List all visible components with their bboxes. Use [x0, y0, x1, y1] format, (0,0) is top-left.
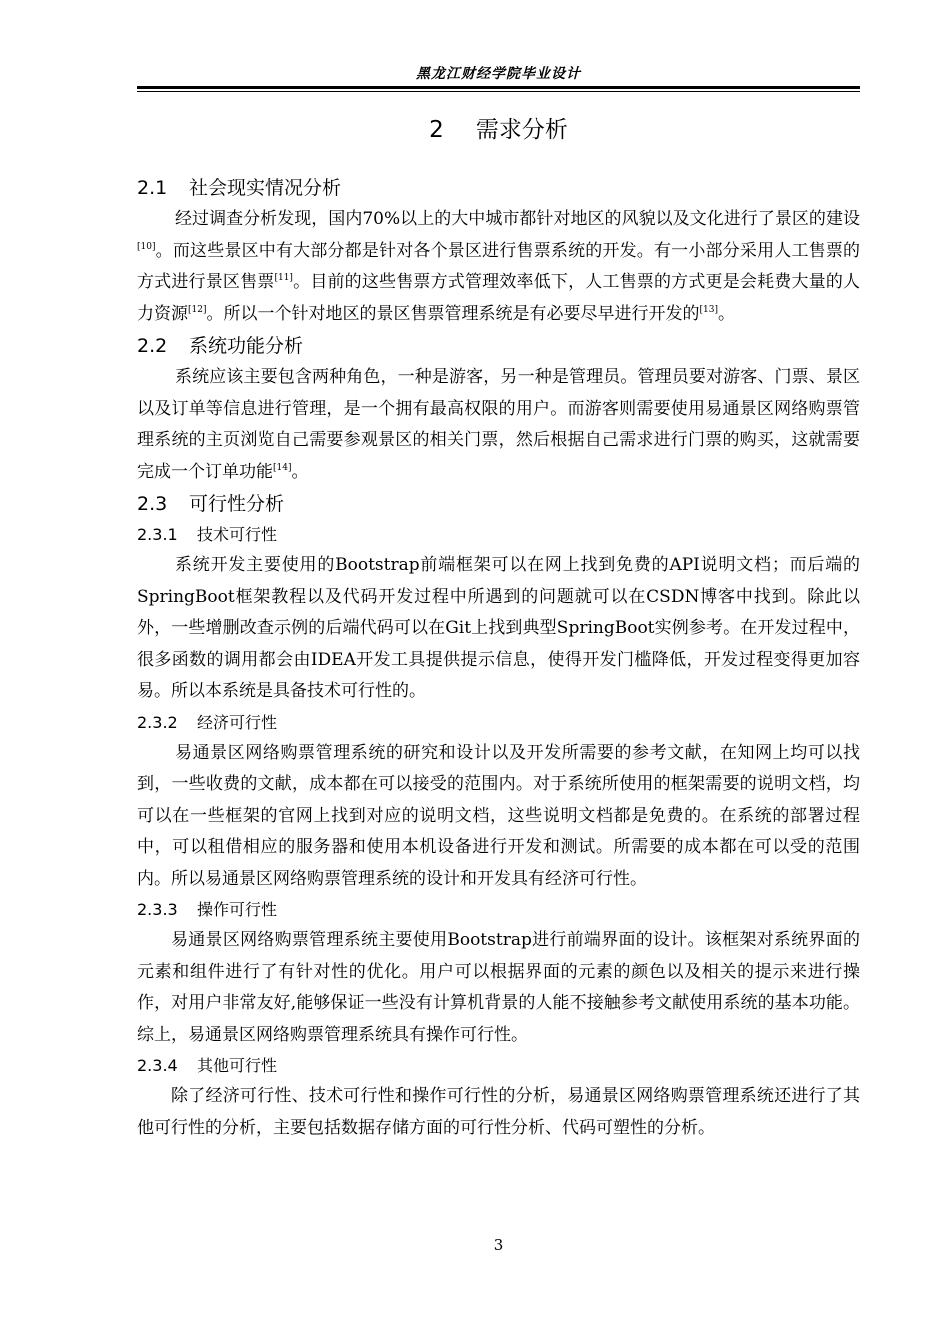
- subsection-heading-2-3-4: [137, 1051, 860, 1081]
- page-number: 3: [493, 1236, 504, 1254]
- subsection-heading-2-3-3: [137, 895, 860, 925]
- subsection-number: 2.3.1: [137, 525, 178, 544]
- chapter-number: 2: [429, 117, 444, 143]
- paragraph-2-3-4: 除了经济可行性、技术可行性和操作可行性的分析，易通景区网络购票管理系统还进行了其他可行性的分析，主要包括数据存储方面的可行性分析、代码可塑性的分析。: [137, 1086, 860, 1138]
- paragraph-text: 。而这些景区中有大部分都是针对各个景区进行售票系统的开发。有一小部分采用人工售票的方式进行景区售票: [137, 240, 860, 292]
- citation-ref: [13]: [699, 304, 718, 315]
- section-number: 2.1: [137, 177, 168, 199]
- section-title: 系统功能分析: [189, 335, 304, 357]
- paragraph-2-1: [137, 204, 860, 330]
- subsection-number: 2.3.4: [137, 1056, 178, 1075]
- citation-ref: [11]: [274, 273, 293, 283]
- header-rule-thin: [137, 91, 860, 92]
- section-number: 2.2: [137, 335, 168, 357]
- citation-ref: [14]: [273, 462, 292, 473]
- running-header: 黑龙江财经学院毕业设计: [416, 66, 581, 82]
- paragraph-text: 。: [717, 303, 735, 324]
- subsection-title: 经济可行性: [197, 712, 278, 732]
- section-heading-2-2: [137, 330, 860, 362]
- paragraph-text: 。所以一个针对地区的景区售票管理系统是有必要尽早进行开发的: [206, 303, 700, 324]
- chapter-heading: [137, 110, 860, 150]
- paragraph-text: 。: [291, 461, 309, 482]
- section-title: 社会现实情况分析: [189, 177, 342, 199]
- section-heading-2-1: [137, 172, 860, 204]
- subsection-title: 技术可行性: [197, 525, 278, 544]
- section-heading-2-3: [137, 488, 860, 520]
- paragraph-2-2: [137, 362, 860, 488]
- paragraph-2-3-1: 系统开发主要使用的Bootstrap前端框架可以在网上找到免费的API说明文档；而后端的SpringBoot框架教程以及代码开发过程中所遇到的问题就可以在CSDN博客中找到。除此以外，一些增删改查示例的后端代码可以在Git上找到典型SpringBoot实例参考。在开发过程中，很多函数的调用都会由IDEA开发工具提供提示信息，使得开发门槛降低，开发过程变得更加容易。所以本系统是具备技术可行性的。: [137, 555, 860, 701]
- citation-ref: [10]: [137, 241, 156, 252]
- citation-ref: [12]: [188, 304, 207, 315]
- paragraph-2-3-2: 易通景区网络购票管理系统的研究和设计以及开发所需要的参考文献，在知网上均可以找到，一些收费的文献，成本都在可以接受的范围内。对于系统所使用的框架需要的说明文档，均可以在一些框架的官网上找到对应的说明文档，这些说明文档都是免费的。在系统的部署过程中，可以租借相应的服务器和使用本机设备进行开发和测试。所需要的成本都在可以受的范围内。所以易通景区网络购票管理系统的设计和开发具有经济可行性。: [137, 742, 860, 889]
- header-rule-thick: [137, 86, 860, 89]
- page-body: [137, 110, 860, 1144]
- subsection-title: 操作可行性: [197, 900, 278, 919]
- subsection-number: 2.3.2: [137, 712, 178, 732]
- subsection-title: 其他可行性: [197, 1056, 278, 1075]
- paragraph-text: 经过调查分析发现，国内70%以上的大中城市都针对地区的风貌以及文化进行了景区的建设: [175, 209, 860, 229]
- chapter-title: 需求分析: [475, 117, 568, 143]
- section-title: 可行性分析: [189, 493, 285, 515]
- subsection-heading-2-3-2: [137, 708, 860, 738]
- paragraph-text: 系统应该主要包含两种角色，一种是游客，另一种是管理员。管理员要对游客、门票、景区以及订单等信息进行管理，是一个拥有最高权限的用户。而游客则需要使用易通景区网络购票管理系统的主页浏览自己需要参观景区的相关门票，然后根据自己需求进行门票的购买，这就需要完成一个订单功能: [137, 367, 860, 482]
- paragraph-2-3-3: 易通景区网络购票管理系统主要使用Bootstrap进行前端界面的设计。该框架对系统界面的元素和组件进行了有针对性的优化。用户可以根据界面的元素的颜色以及相关的提示来进行操作，对用户非常友好,能够保证一些没有计算机背景的人能不接触参考文献使用系统的基本功能。综上，易通景区网络购票管理系统具有操作可行性。: [137, 930, 860, 1045]
- paragraph-text: 。目前的这些售票方式管理效率低下，人工售票的方式更是会耗费大量的人力资源: [137, 272, 861, 324]
- subsection-heading-2-3-1: [137, 520, 860, 550]
- subsection-number: 2.3.3: [137, 900, 178, 919]
- section-number: 2.3: [137, 493, 168, 515]
